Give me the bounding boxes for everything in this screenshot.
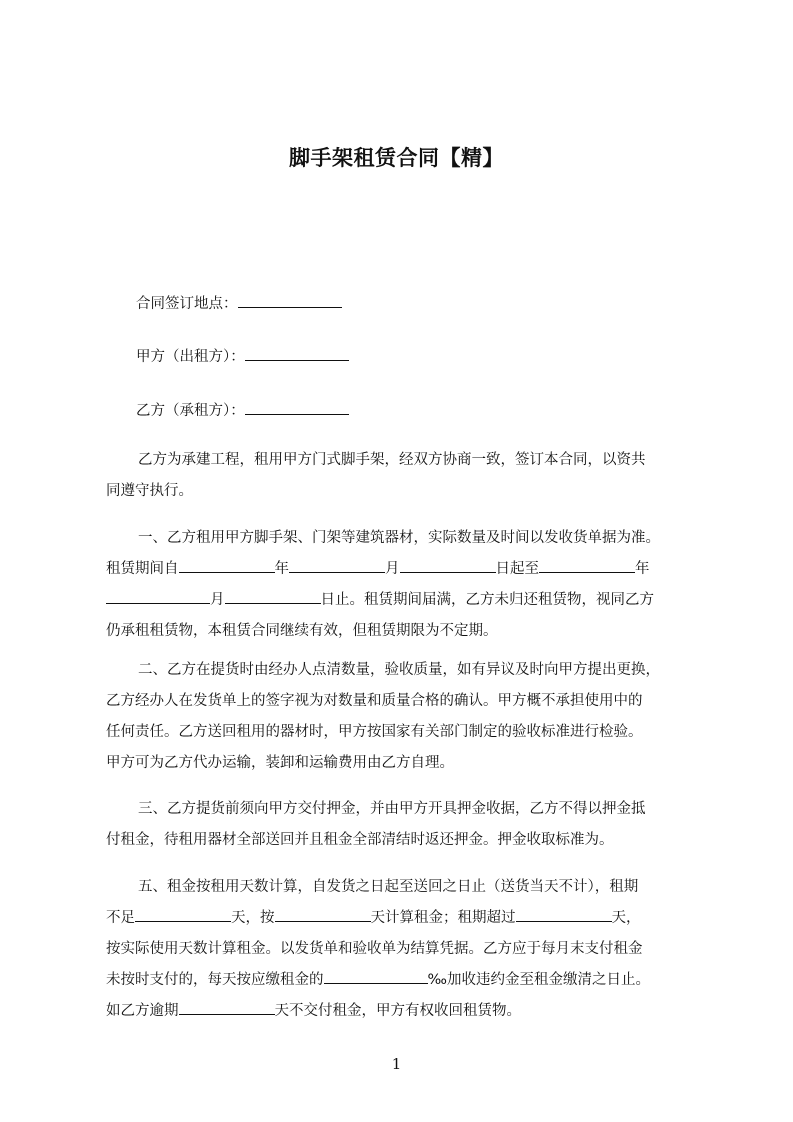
- start-day-blank[interactable]: [400, 558, 496, 573]
- min-days-blank[interactable]: [135, 907, 231, 922]
- late-fee-label: 未按时支付的，每天按应缴租金的: [106, 972, 324, 988]
- start-year-blank[interactable]: [179, 558, 275, 573]
- clause-5-line: 按实际使用天数计算租金。以发货单和验收单为结算凭据。乙方应于每月末支付租金: [106, 941, 643, 957]
- clause-1: [106, 523, 706, 647]
- day-to-label: 日起至: [495, 561, 539, 577]
- clause-5-line: [106, 965, 706, 996]
- overdue-label: 如乙方逾期: [106, 1003, 179, 1019]
- page-number: 1: [391, 1055, 402, 1073]
- intro-paragraph: [106, 445, 706, 507]
- clause-1-line: [106, 585, 706, 616]
- less-than-label: 不足: [106, 910, 135, 926]
- lessee-label: 乙方（承租方）：: [136, 403, 245, 419]
- days-by-label: 天，按: [231, 910, 275, 926]
- lessee-field: [136, 399, 349, 420]
- signing-place-label: 合同签订地点：: [136, 296, 238, 312]
- overdue-days-blank[interactable]: [179, 1000, 275, 1015]
- over-term-label: 天计算租金；租期超过: [370, 910, 516, 926]
- signing-place-field: [136, 292, 342, 313]
- clause-1-line: 仍承租租赁物，本租赁合同继续有效，但租赁期限为不定期。: [106, 623, 498, 639]
- start-month-blank[interactable]: [289, 558, 385, 573]
- month-label: 月: [210, 592, 225, 608]
- max-days-blank[interactable]: [516, 907, 612, 922]
- end-day-blank[interactable]: [225, 589, 321, 604]
- clause-5: [106, 872, 706, 1027]
- clause-5-line: [106, 903, 706, 934]
- overdue-text: 天不交付租金，甲方有权收回租赁物。: [274, 1003, 521, 1019]
- lessor-blank[interactable]: [245, 346, 349, 361]
- end-month-blank[interactable]: [106, 589, 210, 604]
- clause-2-line: 任何责任。乙方送回租用的器材时，甲方按国家有关部门制定的验收标准进行检验。: [106, 724, 643, 740]
- clause-1-line: 一、乙方租用甲方脚手架、门架等建筑器材，实际数量及时间以发收货单据为准。: [138, 530, 660, 546]
- intro-line: 乙方为承建工程，租用甲方门式脚手架，经双方协商一致，签订本合同，以资共: [138, 452, 646, 468]
- clause-3-line: 三、乙方提货前须向甲方交付押金，并由甲方开具押金收据，乙方不得以押金抵: [138, 801, 646, 817]
- document-title: 脚手架租赁合同【精】: [289, 146, 504, 170]
- clause-2: [106, 655, 706, 779]
- billing-days-blank[interactable]: [275, 907, 371, 922]
- lessor-field: [136, 345, 349, 366]
- clause-2-line: 二、乙方在提货时由经办人点清数量，验收质量，如有异议及时向甲方提出更换，: [138, 662, 660, 678]
- lease-start-label: 租赁期间自: [106, 561, 179, 577]
- year-label: 年: [635, 561, 650, 577]
- signing-place-blank[interactable]: [238, 293, 342, 308]
- late-fee-rate-blank[interactable]: [324, 969, 428, 984]
- clause-2-line: 甲方可为乙方代办运输，装卸和运输费用由乙方自理。: [106, 755, 454, 771]
- clause-3: [106, 794, 706, 856]
- year-label: 年: [274, 561, 289, 577]
- lessee-blank[interactable]: [245, 400, 349, 415]
- lessor-label: 甲方（出租方）：: [136, 349, 245, 365]
- end-year-blank[interactable]: [539, 558, 635, 573]
- clause-5-line: [106, 996, 706, 1027]
- clause-2-line: 乙方经办人在发货单上的签字视为对数量和质量合格的确认。甲方概不承担使用中的: [106, 693, 643, 709]
- clause-1-line: [106, 554, 706, 585]
- clause-5-line: 五、租金按租用天数计算，自发货之日起至送回之日止（送货当天不计），租期: [138, 879, 639, 895]
- month-label: 月: [385, 561, 400, 577]
- intro-line: 同遵守执行。: [106, 483, 193, 499]
- lease-end-text: 日止。租赁期间届满，乙方未归还租赁物，视同乙方: [320, 592, 654, 608]
- clause-3-line: 付租金，待租用器材全部送回并且租金全部清结时返还押金。押金收取标准为。: [106, 832, 614, 848]
- days-label: 天，: [611, 910, 641, 926]
- late-fee-text: ‰加收违约金至租金缴清之日止。: [427, 972, 650, 988]
